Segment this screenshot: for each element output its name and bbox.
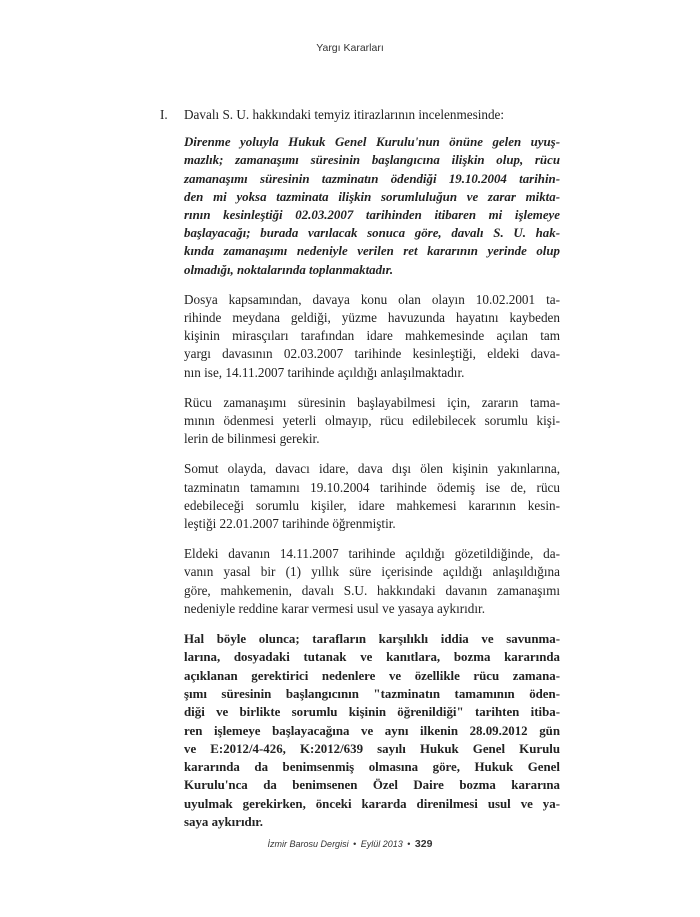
paragraph-line: larına, dosyadaki tutanak ve kanıtlara, bozma kararında <box>184 650 560 665</box>
section-title: Davalı S. U. hakkındaki temyiz itirazlarının incelenmesinde: <box>184 107 505 122</box>
paragraph-line: Hal böyle olunca; tarafların karşılıklı iddia ve savunma- <box>184 632 560 647</box>
paragraph-line: kararında da benimsenmiş olmasına göre, Hukuk Genel <box>184 760 560 775</box>
paragraph-line: başlayacağı; burada varılacak sonuca göre, davalı S. U. hak- <box>184 226 560 241</box>
paragraph-line: ren işlemeye başlayacağına ve aynı ilkenin 28.09.2012 gün <box>184 723 560 738</box>
footer-separator: • <box>404 839 413 849</box>
section-number: I. <box>160 107 168 122</box>
paragraph-line: uyulmak gerekirken, önceki kararda direnilmesi usul ve ya- <box>184 796 560 811</box>
paragraph-line: rının kesinleştiği 02.03.2007 tarihinden itibaren mi işlemeye <box>184 208 560 223</box>
paragraph-line: diği ve birlikte sorumlu kişinin öğrenildiği" tarihten itiba- <box>184 705 560 720</box>
paragraph-line: Eldeki davanın 14.11.2007 tarihinde açıldığı gözetildiğinde, da- <box>184 546 560 562</box>
paragraph-6 <box>184 630 560 831</box>
document-body <box>160 106 560 831</box>
footer-journal-name: İzmir Barosu Dergisi <box>267 839 349 849</box>
paragraph-line: leştiği 22.01.2007 tarihinde öğrenmiştir. <box>184 516 396 532</box>
paragraph-line: Dosya kapsamından, davaya konu olan olayın 10.02.2001 ta- <box>184 291 560 307</box>
paragraph-5 <box>184 545 560 618</box>
paragraph-line: şımı süresinin başlangıcının "tazminatın tamamının öden- <box>184 686 560 701</box>
paragraph-list <box>160 133 560 831</box>
paragraph-line: vanın yasal bir (1) yıllık süre içerisinde açıldığı anlaşıldığına <box>184 564 560 580</box>
page-number: 329 <box>414 838 433 850</box>
page-footer <box>0 834 700 852</box>
paragraph-line: den mi yoksa tazminata ilişkin sorumluluğun ve zarar mikta- <box>184 189 560 204</box>
paragraph-line: Direnme yoluyla Hukuk Genel Kurulu'nun önüne gelen uyuş- <box>184 135 560 150</box>
paragraph-line: olmadığı, noktalarında toplanmaktadır. <box>184 262 394 277</box>
paragraph-4 <box>184 460 560 533</box>
paragraph-line: rihinde meydana geldiği, yüzme havuzunda hayatını kaybeden <box>184 310 560 326</box>
paragraph-line: nedeniyle reddine karar vermesi usul ve yasaya aykırıdır. <box>184 600 486 616</box>
paragraph-3 <box>184 394 560 449</box>
paragraph-line: zamanaşımı süresinin tazminatın ödendiği 19.10.2004 tarihin- <box>184 171 560 186</box>
paragraph-line: nın ise, 14.11.2007 tarihinde açıldığı anlaşılmaktadır. <box>184 364 465 380</box>
paragraph-line: kında zamanaşımı nedeniyle verilen ret kararının yerinde olup <box>184 244 560 259</box>
paragraph-line: saya aykırıdır. <box>184 815 264 830</box>
footer-separator: • <box>350 839 359 849</box>
paragraph-line: yargı davasının 02.03.2007 tarihinde kesinleştiği, eldeki dava- <box>184 346 560 362</box>
paragraph-line: açıklanan gerektirici nedenlere ve özellikle rücu zamana- <box>184 668 560 683</box>
paragraph-1 <box>184 133 560 279</box>
paragraph-line: Somut olayda, davacı idare, dava dışı ölen kişinin yakınlarına, <box>184 461 560 477</box>
paragraph-line: edebileceği sorumlu kişiler, idare mahkemesi kararının kesin- <box>184 497 560 513</box>
paragraph-line: ve E:2012/4-426, K:2012/639 sayılı Hukuk Genel Kurulu <box>184 741 560 756</box>
paragraph-2 <box>184 291 560 382</box>
paragraph-line: mazlık; zamanaşımı süresinin başlangıcına ilişkin olup, rücu <box>184 153 560 168</box>
paragraph-line: tazminatın tamamını 19.10.2004 tarihinde ödemiş ise de, rücu <box>184 479 560 495</box>
section-heading <box>160 106 560 124</box>
paragraph-line: Rücu zamanaşımı süresinin başlayabilmesi için, zararın tama- <box>184 394 560 410</box>
paragraph-line: Kurulu'nca da benimsenen Özel Daire bozma kararına <box>184 778 560 793</box>
paragraph-line: lerin de bilinmesi gerekir. <box>184 431 320 447</box>
paragraph-line: göre, mahkemenin, davalı S.U. hakkındaki davanın zamanaşımı <box>184 582 560 598</box>
footer-date: Eylül 2013 <box>360 839 403 849</box>
running-header: Yargı Kararları <box>316 42 384 54</box>
paragraph-line: mının ödenmesi yeterli olmayıp, rücu edilebilecek sorumlu kişi- <box>184 413 560 429</box>
paragraph-line: kişinin mirasçıları tarafından idare mahkemesinde açılan tam <box>184 328 560 344</box>
